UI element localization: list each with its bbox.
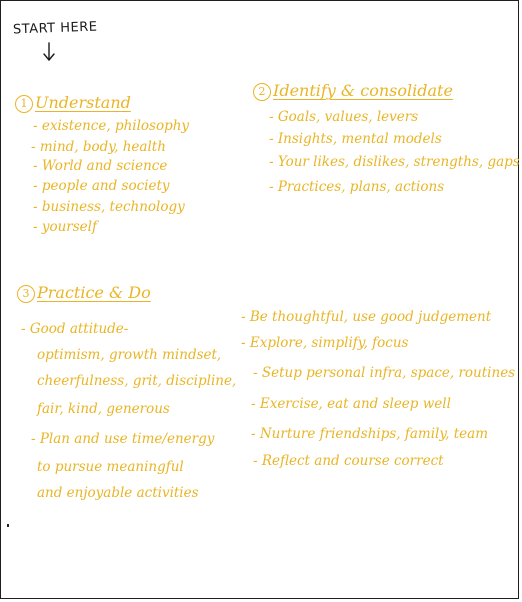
list-item: - existence, philosophy	[33, 118, 190, 134]
list-item: optimism, growth mindset,	[37, 347, 222, 363]
list-item: - Plan and use time/energy	[31, 431, 215, 447]
section-2-number: 2	[253, 83, 271, 101]
list-item: - Be thoughtful, use good judgement	[241, 309, 492, 325]
pen-mark	[7, 524, 9, 527]
list-item: - Good attitude-	[21, 321, 129, 337]
section-2-heading	[253, 81, 453, 101]
list-item: - World and science	[33, 158, 168, 174]
list-item: - Your likes, dislikes, strengths, gaps	[269, 154, 520, 170]
section-1-number: 1	[15, 95, 33, 113]
list-item: - Exercise, eat and sleep well	[251, 396, 451, 412]
list-item: - Reflect and course correct	[253, 453, 444, 469]
list-item: - people and society	[33, 178, 170, 194]
start-here-label: START HERE	[12, 19, 98, 38]
section-1-heading	[15, 93, 131, 113]
list-item: - Practices, plans, actions	[269, 179, 445, 195]
list-item: - Explore, simplify, focus	[241, 335, 409, 351]
list-item: to pursue meaningful	[37, 459, 184, 475]
list-item: - mind, body, health	[31, 139, 166, 155]
list-item: - yourself	[33, 219, 97, 235]
section-3-number: 3	[17, 285, 35, 303]
list-item: - Insights, mental models	[269, 131, 442, 147]
section-3-heading	[17, 283, 151, 303]
list-item: and enjoyable activities	[37, 485, 199, 501]
section-2-title: Identify & consolidate	[273, 81, 453, 100]
list-item: fair, kind, generous	[37, 401, 170, 417]
section-3-title: Practice & Do	[37, 283, 151, 302]
section-1-title: Understand	[35, 93, 131, 112]
list-item: cheerfulness, grit, discipline,	[37, 373, 237, 389]
list-item: - Setup personal infra, space, routines	[253, 365, 516, 381]
list-item: - business, technology	[33, 199, 185, 215]
arrow-down-icon	[41, 41, 57, 63]
list-item: - Nurture friendships, family, team	[251, 426, 489, 442]
list-item: - Goals, values, levers	[269, 109, 419, 125]
